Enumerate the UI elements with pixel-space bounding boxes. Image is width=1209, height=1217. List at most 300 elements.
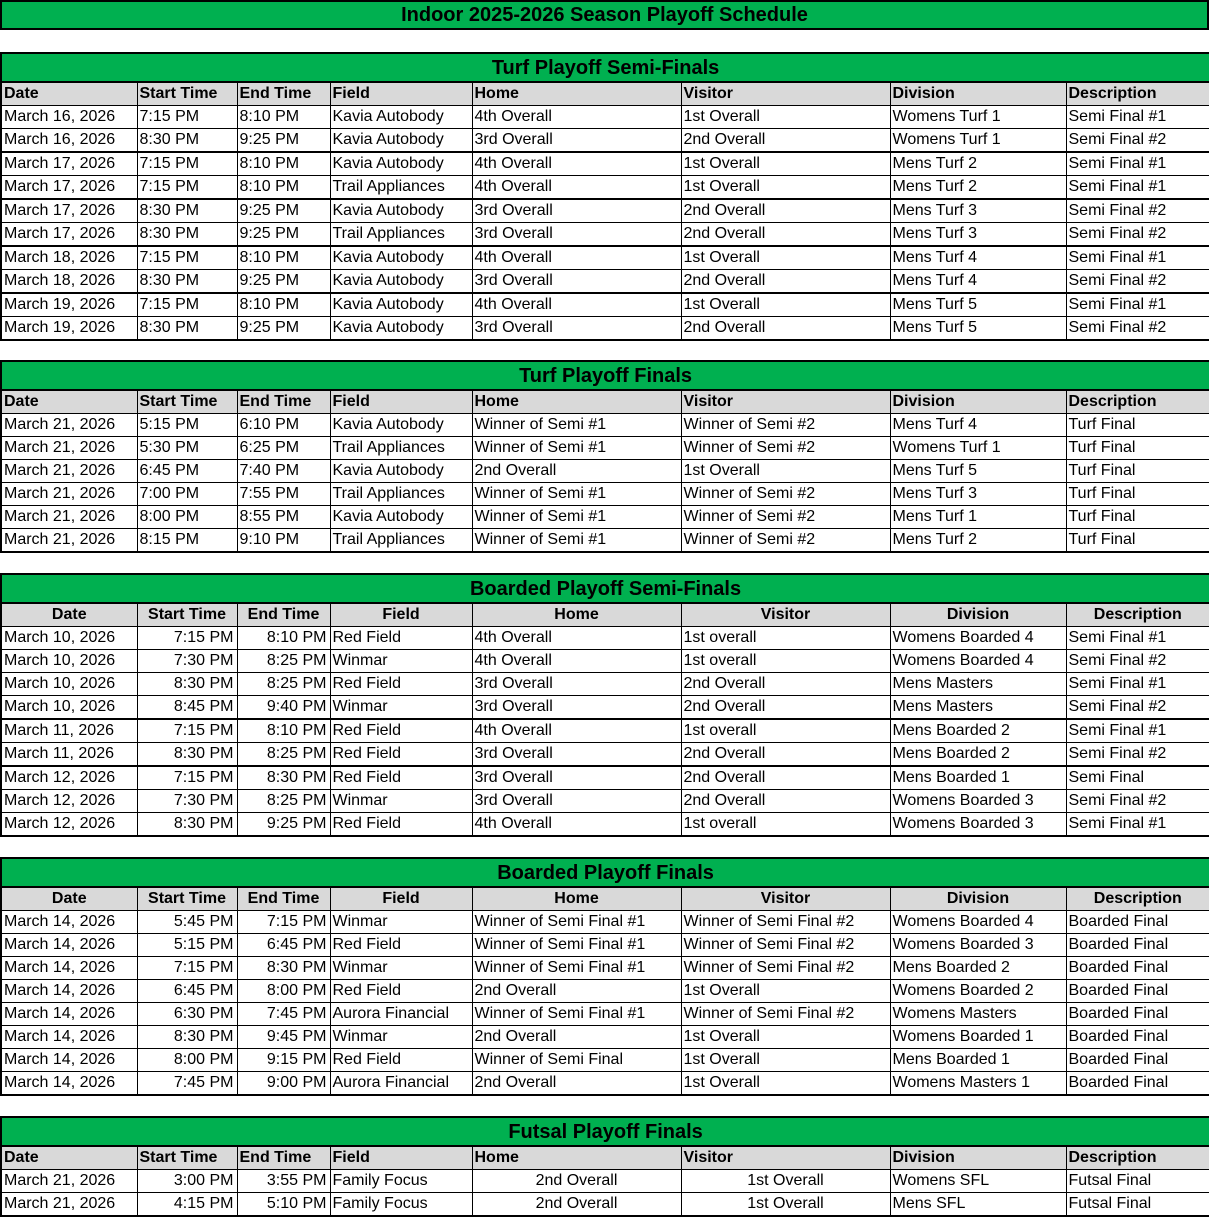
table-cell: March 14, 2026: [1, 1026, 137, 1049]
table-cell: Winner of Semi Final #2: [681, 1003, 890, 1026]
table-cell: March 14, 2026: [1, 1072, 137, 1096]
table-cell: Boarded Final: [1066, 1072, 1209, 1096]
schedule-table: [0, 573, 1209, 837]
table-cell: 3rd Overall: [472, 790, 681, 813]
table-cell: Womens Masters: [890, 1003, 1066, 1026]
table-cell: 9:25 PM: [237, 813, 330, 837]
table-cell: March 14, 2026: [1, 1003, 137, 1026]
table-cell: 2nd Overall: [681, 199, 890, 223]
column-header: Date: [1, 1146, 137, 1170]
table-cell: Turf Final: [1066, 483, 1209, 506]
table-cell: 3rd Overall: [472, 743, 681, 767]
table-cell: 7:15 PM: [137, 766, 237, 790]
table-cell: 4th Overall: [472, 293, 681, 317]
table-row: [1, 460, 1209, 483]
table-cell: 4th Overall: [472, 152, 681, 176]
table-cell: 7:55 PM: [237, 483, 330, 506]
table-cell: March 10, 2026: [1, 696, 137, 720]
table-cell: 7:15 PM: [137, 627, 237, 650]
table-cell: 6:45 PM: [137, 980, 237, 1003]
table-cell: Winner of Semi Final #1: [472, 957, 681, 980]
table-cell: Mens SFL: [890, 1193, 1066, 1217]
table-row: [1, 1026, 1209, 1049]
table-cell: Semi Final #1: [1066, 246, 1209, 270]
table-cell: Kavia Autobody: [330, 270, 472, 294]
table-cell: Boarded Final: [1066, 911, 1209, 934]
table-row: [1, 980, 1209, 1003]
table-cell: 1st Overall: [681, 1193, 890, 1217]
table-cell: Aurora Financial: [330, 1072, 472, 1096]
column-header: Visitor: [681, 603, 890, 627]
table-cell: Mens Turf 3: [890, 223, 1066, 247]
table-cell: Womens Turf 1: [890, 129, 1066, 153]
table-cell: 3:55 PM: [237, 1170, 330, 1193]
table-cell: 4th Overall: [472, 813, 681, 837]
table-cell: Mens Turf 5: [890, 460, 1066, 483]
table-cell: 8:10 PM: [237, 152, 330, 176]
table-cell: 8:25 PM: [237, 743, 330, 767]
table-cell: Winmar: [330, 957, 472, 980]
table-cell: Red Field: [330, 719, 472, 743]
table-cell: Turf Final: [1066, 506, 1209, 529]
table-row: [1, 414, 1209, 437]
table-cell: 7:30 PM: [137, 790, 237, 813]
table-cell: 8:30 PM: [137, 270, 237, 294]
table-cell: March 18, 2026: [1, 246, 137, 270]
table-cell: 3rd Overall: [472, 696, 681, 720]
table-cell: Boarded Final: [1066, 1049, 1209, 1072]
schedule-table: [0, 52, 1209, 341]
table-cell: Semi Final #2: [1066, 650, 1209, 673]
table-cell: 2nd Overall: [472, 980, 681, 1003]
table-cell: 2nd Overall: [681, 696, 890, 720]
table-row: [1, 176, 1209, 200]
table-cell: 2nd Overall: [681, 270, 890, 294]
table-cell: 8:30 PM: [137, 199, 237, 223]
table-cell: March 18, 2026: [1, 270, 137, 294]
column-header: Start Time: [137, 82, 237, 106]
table-cell: Womens Boarded 2: [890, 980, 1066, 1003]
table-cell: March 21, 2026: [1, 529, 137, 553]
column-header: Date: [1, 887, 137, 911]
table-cell: 4th Overall: [472, 719, 681, 743]
table-cell: 3rd Overall: [472, 766, 681, 790]
table-row: [1, 199, 1209, 223]
table-cell: 8:10 PM: [237, 106, 330, 129]
table-cell: Red Field: [330, 980, 472, 1003]
table-cell: Trail Appliances: [330, 223, 472, 247]
table-cell: 5:10 PM: [237, 1193, 330, 1217]
table-cell: March 10, 2026: [1, 650, 137, 673]
table-cell: March 21, 2026: [1, 506, 137, 529]
table-cell: Winner of Semi #2: [681, 437, 890, 460]
table-cell: Mens Turf 3: [890, 483, 1066, 506]
table-cell: 8:55 PM: [237, 506, 330, 529]
table-cell: Mens Turf 2: [890, 152, 1066, 176]
table-cell: 8:30 PM: [137, 673, 237, 696]
column-header: Division: [890, 1146, 1066, 1170]
table-cell: Mens Turf 4: [890, 414, 1066, 437]
table-row: [1, 1003, 1209, 1026]
table-row: [1, 790, 1209, 813]
table-cell: 2nd Overall: [681, 129, 890, 153]
table-cell: Womens Boarded 4: [890, 627, 1066, 650]
table-cell: Semi Final #2: [1066, 270, 1209, 294]
table-cell: 4th Overall: [472, 106, 681, 129]
table-cell: 8:30 PM: [137, 317, 237, 341]
table-cell: Womens Boarded 3: [890, 790, 1066, 813]
table-cell: March 14, 2026: [1, 911, 137, 934]
schedule-table: [0, 1116, 1209, 1217]
table-cell: Red Field: [330, 934, 472, 957]
table-cell: 7:15 PM: [137, 152, 237, 176]
table-cell: 3rd Overall: [472, 129, 681, 153]
table-cell: Red Field: [330, 766, 472, 790]
table-cell: 7:15 PM: [137, 106, 237, 129]
table-row: [1, 270, 1209, 294]
table-cell: Winmar: [330, 650, 472, 673]
table-cell: 5:15 PM: [137, 414, 237, 437]
table-cell: Mens Turf 5: [890, 293, 1066, 317]
column-header: Home: [472, 82, 681, 106]
table-cell: Mens Turf 4: [890, 270, 1066, 294]
section-title: Boarded Playoff Finals: [1, 858, 1209, 887]
table-cell: Boarded Final: [1066, 980, 1209, 1003]
table-cell: March 14, 2026: [1, 934, 137, 957]
column-header: Description: [1066, 390, 1209, 414]
table-cell: Kavia Autobody: [330, 317, 472, 341]
table-row: [1, 1170, 1209, 1193]
table-row: [1, 766, 1209, 790]
table-cell: Semi Final #1: [1066, 176, 1209, 200]
table-cell: Winner of Semi Final #2: [681, 957, 890, 980]
table-cell: 9:25 PM: [237, 223, 330, 247]
table-cell: 2nd Overall: [472, 1072, 681, 1096]
schedule-table: [0, 857, 1209, 1096]
table-cell: March 17, 2026: [1, 223, 137, 247]
table-cell: Turf Final: [1066, 414, 1209, 437]
table-cell: Mens Masters: [890, 696, 1066, 720]
table-cell: March 21, 2026: [1, 414, 137, 437]
table-cell: 9:10 PM: [237, 529, 330, 553]
table-cell: Boarded Final: [1066, 957, 1209, 980]
column-header: End Time: [237, 1146, 330, 1170]
table-row: [1, 911, 1209, 934]
table-cell: Semi Final #1: [1066, 152, 1209, 176]
table-row: [1, 719, 1209, 743]
table-cell: 7:40 PM: [237, 460, 330, 483]
table-cell: Winner of Semi #2: [681, 483, 890, 506]
table-cell: Winner of Semi #1: [472, 529, 681, 553]
table-cell: March 21, 2026: [1, 1193, 137, 1217]
table-cell: Winner of Semi Final #1: [472, 911, 681, 934]
table-cell: March 10, 2026: [1, 673, 137, 696]
table-cell: March 21, 2026: [1, 483, 137, 506]
table-cell: 1st Overall: [681, 293, 890, 317]
table-cell: Boarded Final: [1066, 1003, 1209, 1026]
table-cell: March 14, 2026: [1, 957, 137, 980]
table-cell: Boarded Final: [1066, 1026, 1209, 1049]
table-cell: Winner of Semi Final #1: [472, 934, 681, 957]
table-cell: Womens Boarded 1: [890, 1026, 1066, 1049]
table-cell: 8:00 PM: [137, 506, 237, 529]
table-cell: 7:15 PM: [137, 246, 237, 270]
table-cell: Mens Boarded 2: [890, 719, 1066, 743]
table-cell: March 14, 2026: [1, 980, 137, 1003]
table-row: [1, 317, 1209, 341]
table-cell: 2nd Overall: [472, 1193, 681, 1217]
table-cell: Red Field: [330, 813, 472, 837]
column-header: Start Time: [137, 603, 237, 627]
table-cell: Semi Final #1: [1066, 293, 1209, 317]
table-cell: Mens Boarded 1: [890, 766, 1066, 790]
table-row: [1, 743, 1209, 767]
table-cell: March 21, 2026: [1, 1170, 137, 1193]
table-cell: Winmar: [330, 1026, 472, 1049]
table-cell: 3:00 PM: [137, 1170, 237, 1193]
table-row: [1, 506, 1209, 529]
table-cell: Mens Turf 1: [890, 506, 1066, 529]
table-cell: Kavia Autobody: [330, 152, 472, 176]
table-cell: Semi Final #2: [1066, 223, 1209, 247]
table-cell: Winner of Semi Final #2: [681, 934, 890, 957]
table-row: [1, 129, 1209, 153]
table-cell: Semi Final #1: [1066, 627, 1209, 650]
table-cell: Womens Boarded 4: [890, 911, 1066, 934]
column-header: Visitor: [681, 887, 890, 911]
table-cell: Turf Final: [1066, 437, 1209, 460]
table-row: [1, 246, 1209, 270]
table-cell: 6:10 PM: [237, 414, 330, 437]
column-header: Date: [1, 390, 137, 414]
table-cell: 7:45 PM: [137, 1072, 237, 1096]
table-cell: Kavia Autobody: [330, 293, 472, 317]
table-cell: Trail Appliances: [330, 529, 472, 553]
column-header: Description: [1066, 82, 1209, 106]
table-cell: 8:30 PM: [137, 223, 237, 247]
table-cell: Semi Final #2: [1066, 743, 1209, 767]
table-cell: March 12, 2026: [1, 813, 137, 837]
table-cell: March 12, 2026: [1, 766, 137, 790]
table-cell: 2nd Overall: [472, 460, 681, 483]
table-cell: 8:30 PM: [137, 743, 237, 767]
table-cell: 7:45 PM: [237, 1003, 330, 1026]
table-cell: Kavia Autobody: [330, 414, 472, 437]
table-cell: Semi Final #2: [1066, 199, 1209, 223]
table-cell: Mens Turf 2: [890, 529, 1066, 553]
column-header: Start Time: [137, 390, 237, 414]
table-cell: Boarded Final: [1066, 934, 1209, 957]
table-cell: 5:45 PM: [137, 911, 237, 934]
table-cell: March 21, 2026: [1, 460, 137, 483]
table-cell: March 10, 2026: [1, 627, 137, 650]
table-cell: 9:25 PM: [237, 317, 330, 341]
table-cell: Mens Turf 4: [890, 246, 1066, 270]
column-header: Date: [1, 82, 137, 106]
table-row: [1, 813, 1209, 837]
table-row: [1, 650, 1209, 673]
table-cell: 5:30 PM: [137, 437, 237, 460]
table-cell: Kavia Autobody: [330, 129, 472, 153]
table-cell: Trail Appliances: [330, 437, 472, 460]
table-cell: 1st Overall: [681, 152, 890, 176]
table-row: [1, 529, 1209, 553]
table-cell: 7:15 PM: [137, 957, 237, 980]
table-cell: Semi Final: [1066, 766, 1209, 790]
table-cell: Winner of Semi #1: [472, 483, 681, 506]
table-cell: 2nd Overall: [681, 223, 890, 247]
table-cell: Mens Turf 5: [890, 317, 1066, 341]
table-cell: Winner of Semi #1: [472, 437, 681, 460]
table-cell: March 17, 2026: [1, 176, 137, 200]
table-cell: Family Focus: [330, 1170, 472, 1193]
table-cell: 2nd Overall: [681, 317, 890, 341]
table-cell: 7:30 PM: [137, 650, 237, 673]
table-cell: 2nd Overall: [472, 1026, 681, 1049]
column-header: Date: [1, 603, 137, 627]
table-cell: March 12, 2026: [1, 790, 137, 813]
table-row: [1, 627, 1209, 650]
table-cell: Semi Final #2: [1066, 317, 1209, 341]
column-header: Field: [330, 603, 472, 627]
table-cell: Mens Boarded 1: [890, 1049, 1066, 1072]
table-cell: 8:25 PM: [237, 650, 330, 673]
table-cell: Winmar: [330, 696, 472, 720]
table-cell: 8:30 PM: [237, 957, 330, 980]
column-header: Division: [890, 82, 1066, 106]
table-cell: 6:45 PM: [237, 934, 330, 957]
table-cell: 4th Overall: [472, 176, 681, 200]
table-cell: 1st overall: [681, 650, 890, 673]
column-header: Visitor: [681, 1146, 890, 1170]
table-cell: Futsal Final: [1066, 1193, 1209, 1217]
table-cell: Mens Boarded 2: [890, 957, 1066, 980]
table-cell: Winner of Semi Final #1: [472, 1003, 681, 1026]
table-cell: 9:25 PM: [237, 129, 330, 153]
table-cell: 5:15 PM: [137, 934, 237, 957]
column-header: Home: [472, 390, 681, 414]
table-cell: Kavia Autobody: [330, 506, 472, 529]
table-cell: Winmar: [330, 790, 472, 813]
table-cell: Winner of Semi #2: [681, 506, 890, 529]
section-title: Turf Playoff Finals: [1, 361, 1209, 390]
column-header: Home: [472, 603, 681, 627]
table-cell: Semi Final #2: [1066, 696, 1209, 720]
table-cell: 8:25 PM: [237, 790, 330, 813]
table-row: [1, 483, 1209, 506]
column-header: End Time: [237, 82, 330, 106]
column-header: Field: [330, 390, 472, 414]
table-cell: 7:15 PM: [137, 719, 237, 743]
table-cell: 1st Overall: [681, 1049, 890, 1072]
table-cell: Kavia Autobody: [330, 106, 472, 129]
table-row: [1, 293, 1209, 317]
table-row: [1, 223, 1209, 247]
table-cell: 1st Overall: [681, 1170, 890, 1193]
column-header: Division: [890, 390, 1066, 414]
table-cell: 3rd Overall: [472, 317, 681, 341]
table-cell: Mens Boarded 2: [890, 743, 1066, 767]
table-cell: 9:25 PM: [237, 199, 330, 223]
table-cell: 1st Overall: [681, 460, 890, 483]
table-cell: Red Field: [330, 627, 472, 650]
table-cell: 8:30 PM: [137, 129, 237, 153]
column-header: Field: [330, 887, 472, 911]
table-cell: 7:15 PM: [237, 911, 330, 934]
table-cell: Red Field: [330, 743, 472, 767]
section-title: Boarded Playoff Semi-Finals: [1, 574, 1209, 603]
column-header: Home: [472, 887, 681, 911]
table-cell: 1st Overall: [681, 1026, 890, 1049]
table-cell: Kavia Autobody: [330, 460, 472, 483]
table-cell: March 11, 2026: [1, 743, 137, 767]
table-row: [1, 1049, 1209, 1072]
table-cell: March 11, 2026: [1, 719, 137, 743]
table-cell: 3rd Overall: [472, 223, 681, 247]
table-cell: 1st Overall: [681, 980, 890, 1003]
table-cell: March 19, 2026: [1, 293, 137, 317]
table-cell: 8:25 PM: [237, 673, 330, 696]
table-row: [1, 957, 1209, 980]
table-cell: Semi Final #2: [1066, 129, 1209, 153]
table-cell: Aurora Financial: [330, 1003, 472, 1026]
table-cell: 3rd Overall: [472, 199, 681, 223]
table-cell: Mens Turf 3: [890, 199, 1066, 223]
table-row: [1, 696, 1209, 720]
table-cell: 2nd Overall: [472, 1170, 681, 1193]
table-cell: March 17, 2026: [1, 152, 137, 176]
section-title: Futsal Playoff Finals: [1, 1117, 1209, 1146]
table-cell: 7:15 PM: [137, 293, 237, 317]
table-cell: 3rd Overall: [472, 673, 681, 696]
table-cell: 2nd Overall: [681, 790, 890, 813]
table-cell: 8:30 PM: [137, 813, 237, 837]
table-cell: 4th Overall: [472, 246, 681, 270]
table-cell: 8:10 PM: [237, 627, 330, 650]
table-cell: Kavia Autobody: [330, 246, 472, 270]
column-header: Description: [1066, 1146, 1209, 1170]
column-header: Description: [1066, 887, 1209, 911]
table-cell: 2nd Overall: [681, 743, 890, 767]
table-cell: Futsal Final: [1066, 1170, 1209, 1193]
table-cell: 8:45 PM: [137, 696, 237, 720]
table-cell: Semi Final #1: [1066, 813, 1209, 837]
table-cell: 2nd Overall: [681, 673, 890, 696]
table-cell: 1st overall: [681, 627, 890, 650]
table-cell: 9:25 PM: [237, 270, 330, 294]
table-cell: 9:40 PM: [237, 696, 330, 720]
table-cell: Winner of Semi Final #2: [681, 911, 890, 934]
table-cell: 1st overall: [681, 813, 890, 837]
table-cell: 4th Overall: [472, 627, 681, 650]
table-row: [1, 1072, 1209, 1096]
column-header: Division: [890, 887, 1066, 911]
table-cell: 9:45 PM: [237, 1026, 330, 1049]
table-cell: 6:45 PM: [137, 460, 237, 483]
table-cell: 1st Overall: [681, 246, 890, 270]
table-cell: Winner of Semi #1: [472, 506, 681, 529]
table-row: [1, 437, 1209, 460]
table-cell: Red Field: [330, 1049, 472, 1072]
table-cell: Red Field: [330, 673, 472, 696]
table-cell: Womens Boarded 3: [890, 934, 1066, 957]
column-header: Start Time: [137, 887, 237, 911]
table-cell: Turf Final: [1066, 460, 1209, 483]
table-cell: 4th Overall: [472, 650, 681, 673]
table-cell: 1st overall: [681, 719, 890, 743]
table-cell: Semi Final #2: [1066, 790, 1209, 813]
column-header: End Time: [237, 390, 330, 414]
